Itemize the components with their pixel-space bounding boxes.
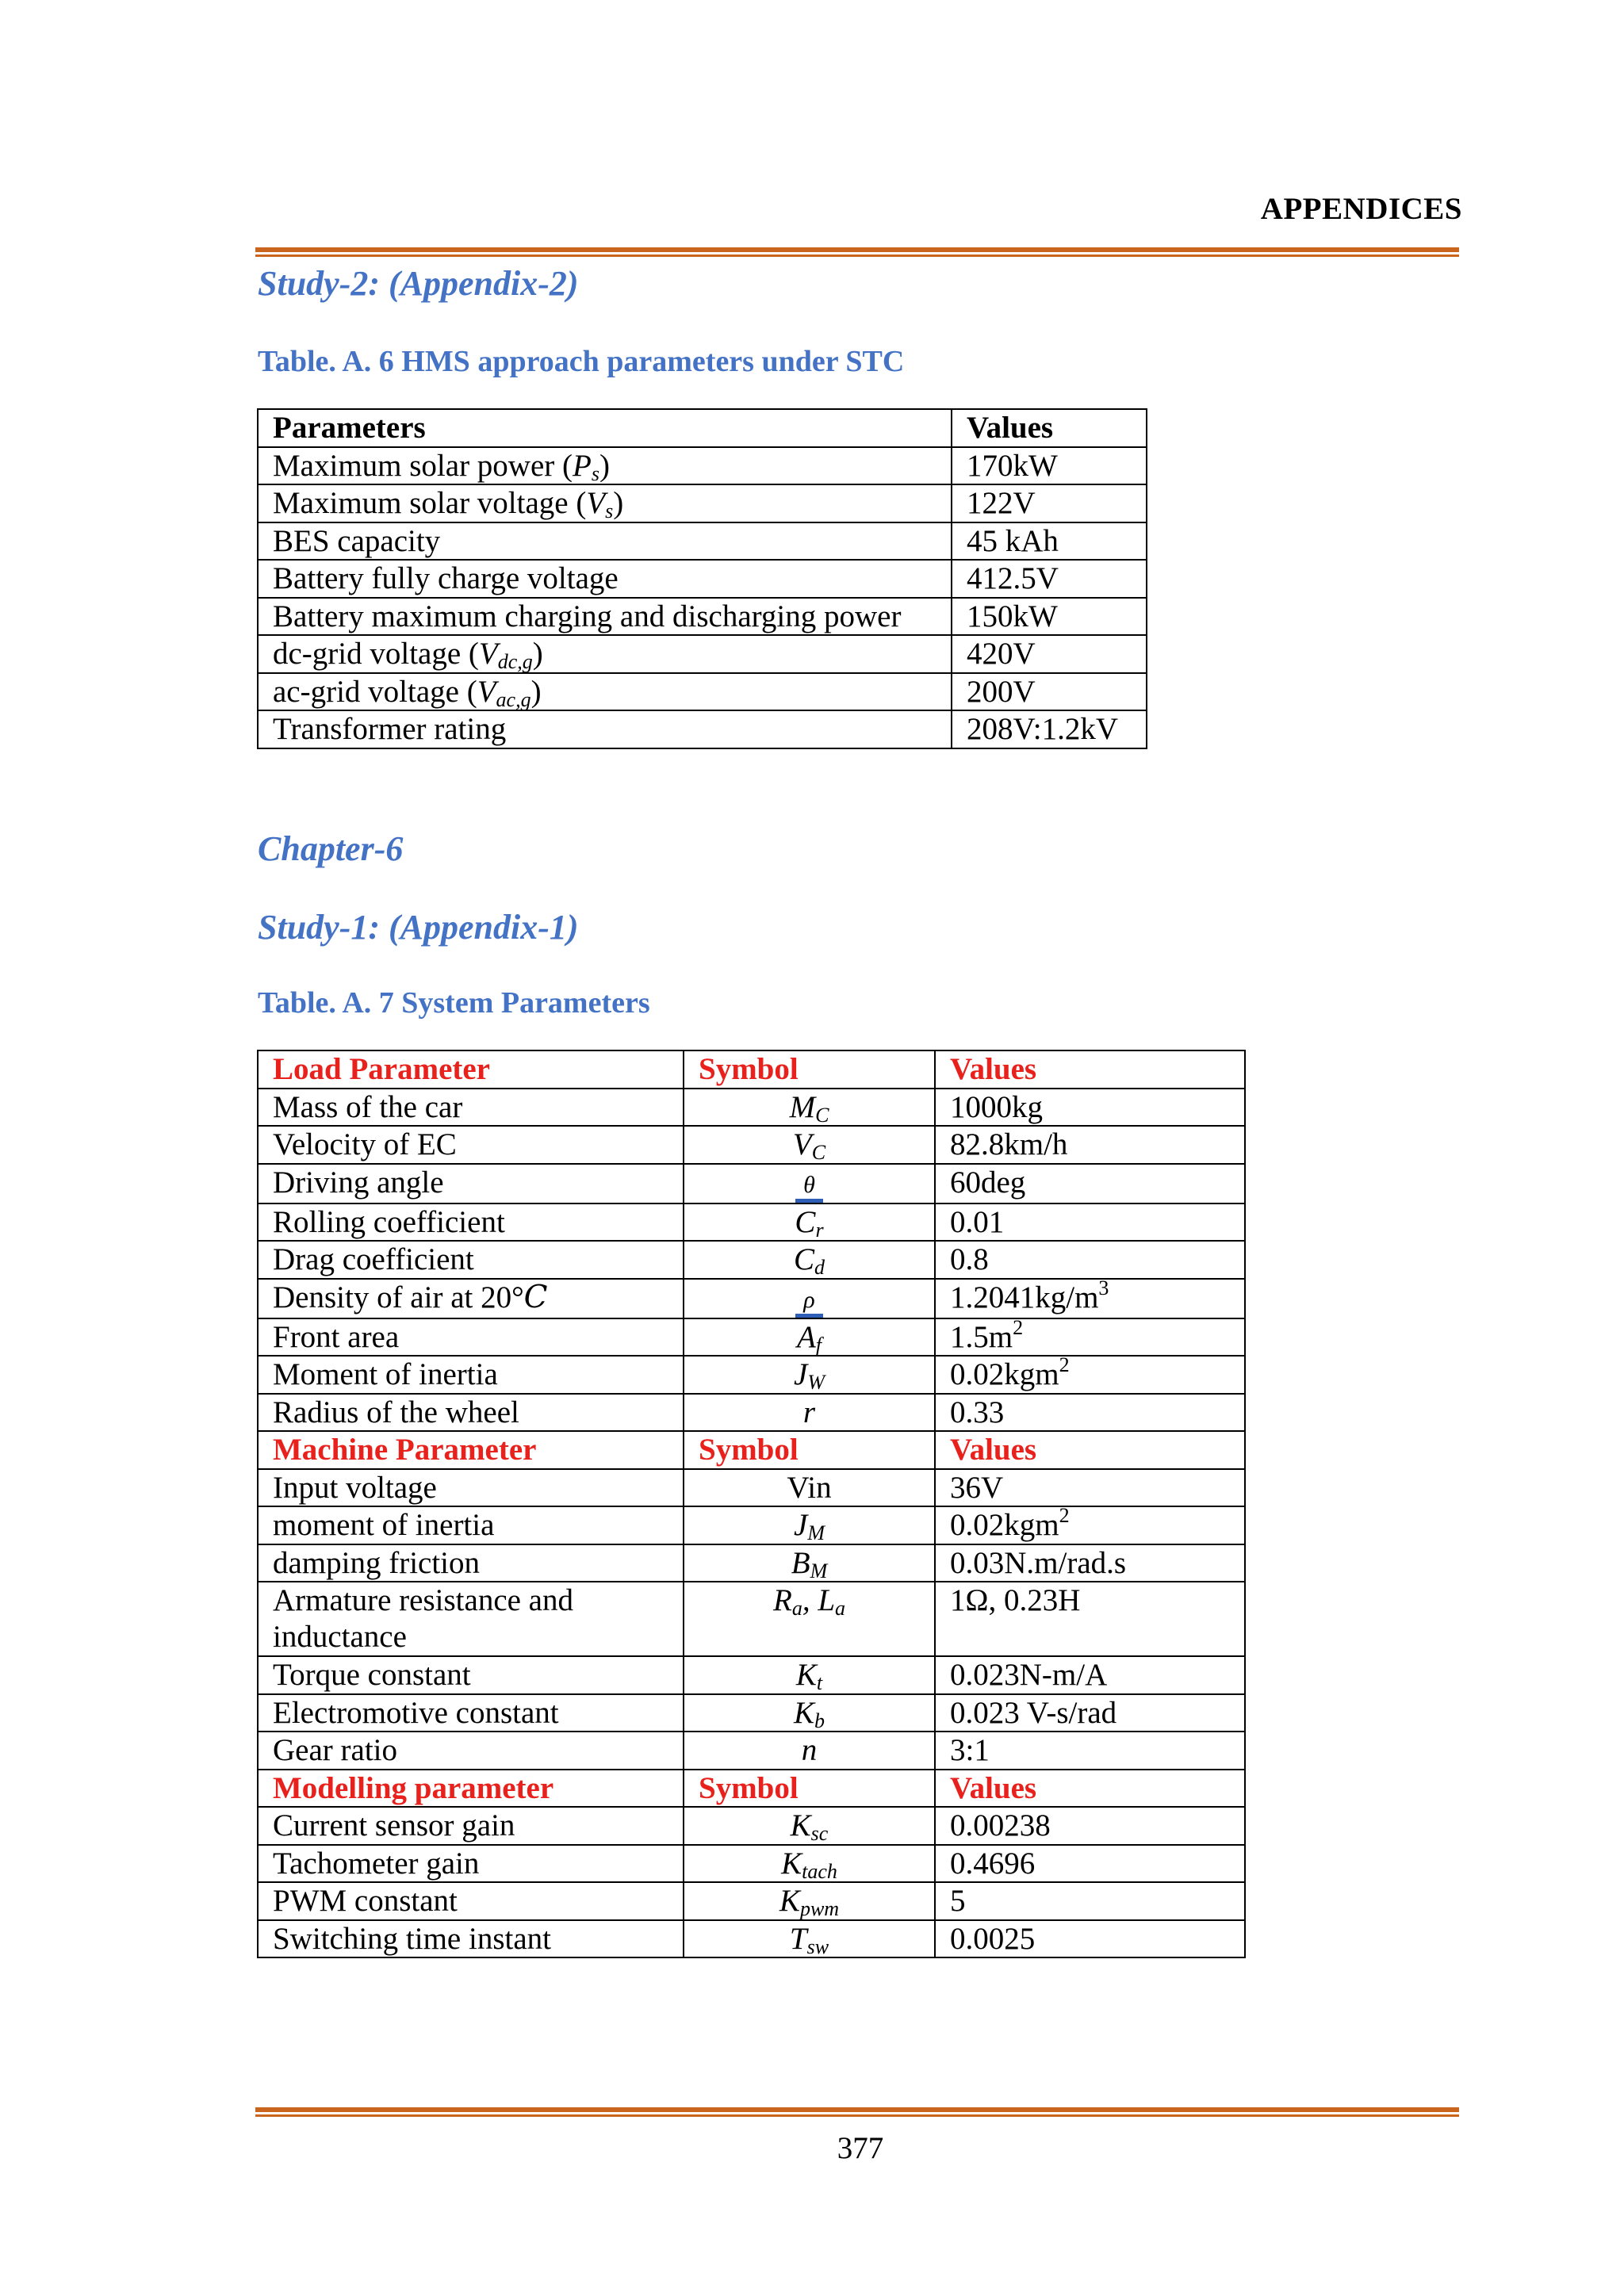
section-title: Load Parameter [258, 1050, 684, 1089]
footer-rule [255, 2107, 1459, 2117]
param-value: 82.8km/h [935, 1126, 1245, 1164]
param-symbol [684, 1279, 935, 1318]
param-symbol: $C_r$ [684, 1203, 935, 1242]
param-value: 0.023 V-s/rad [935, 1694, 1245, 1732]
table-row [258, 1089, 1245, 1127]
param-value: 36V [935, 1469, 1245, 1507]
param-symbol: $K_b$ [684, 1694, 935, 1732]
param-symbol: $A_f$ [684, 1318, 935, 1357]
param-value: 0.00238 [935, 1807, 1245, 1845]
table-row [258, 1241, 1245, 1279]
param-name: Rolling coefficient [258, 1203, 684, 1242]
param-close: ) [530, 674, 542, 709]
table-row [258, 1318, 1245, 1357]
param-symbol: V [478, 637, 498, 671]
param-value: 122V [952, 484, 1147, 522]
param-subscript: ac,g [496, 687, 531, 711]
param-name: Velocity of EC [258, 1126, 684, 1164]
study1-heading: Study-1: (Appendix-1) [258, 908, 579, 947]
header-rule [255, 247, 1459, 257]
param-value: 0.33 [935, 1394, 1245, 1432]
param-label: dc-grid voltage ( [273, 637, 479, 671]
table7-caption: Table. A. 7 System Parameters [258, 986, 650, 1020]
param-symbol: $V_C$ [684, 1126, 935, 1164]
param-value: 208V:1.2kV [952, 710, 1147, 748]
param-symbol: $K_t$ [684, 1656, 935, 1694]
param-name: damping friction [258, 1544, 684, 1582]
param-subscript: s [605, 499, 614, 522]
param-label: Battery maximum charging and discharging power [258, 598, 952, 636]
table-row [258, 1279, 1245, 1318]
table-row [258, 1845, 1245, 1883]
table-row [258, 1544, 1245, 1582]
param-subscript: s [591, 461, 599, 485]
table-row [258, 1882, 1245, 1920]
param-name: Driving angle [258, 1164, 684, 1203]
table-row [258, 1656, 1245, 1694]
param-symbol: r [684, 1394, 935, 1432]
param-symbol: $J_M$ [684, 1506, 935, 1544]
values-header: Values [935, 1050, 1245, 1089]
param-name: Drag coefficient [258, 1241, 684, 1279]
param-name: Gear ratio [258, 1732, 684, 1770]
table-row [258, 1126, 1245, 1164]
param-name: Radius of the wheel [258, 1394, 684, 1432]
param-value: $1.5m^2$ [935, 1318, 1245, 1357]
section-header-row [258, 1050, 1245, 1089]
param-value: 1Ω, 0.23H [935, 1582, 1245, 1656]
table-row [258, 673, 1147, 711]
param-name: Density of air at 20°𝐶 [258, 1279, 684, 1318]
table-row [258, 1732, 1245, 1770]
table-row [258, 1694, 1245, 1732]
param-value: 0.02kgm$^2$ [935, 1506, 1245, 1544]
param-value: 150kW [952, 598, 1147, 636]
param-label: ac-grid voltage ( [273, 674, 477, 709]
param-value: 0.01 [935, 1203, 1245, 1242]
param-value: 1000kg [935, 1089, 1245, 1127]
param-symbol: $B_M$ [684, 1544, 935, 1582]
table-row [258, 1582, 1245, 1656]
param-value: 0.03N.m/rad.s [935, 1544, 1245, 1582]
table-header-row [258, 409, 1147, 447]
table-row [258, 484, 1147, 522]
param-label: BES capacity [258, 522, 952, 561]
param-name: Input voltage [258, 1469, 684, 1507]
param-symbol: $T_{sw}$ [684, 1920, 935, 1958]
param-name: Moment of inertia [258, 1356, 684, 1394]
section-title: Modelling parameter [258, 1770, 684, 1808]
table6-caption: Table. A. 6 HMS approach parameters under STC [258, 345, 905, 378]
table-row [258, 522, 1147, 561]
table-row [258, 1164, 1245, 1203]
symbol-header: Symbol [684, 1431, 935, 1469]
param-symbol: $M_C$ [684, 1089, 935, 1127]
table-a7 [257, 1050, 1246, 1958]
param-symbol: $J_W$ [684, 1356, 935, 1394]
param-symbol: n [684, 1732, 935, 1770]
param-value: 0.4696 [935, 1845, 1245, 1883]
param-symbol: V [586, 486, 606, 520]
table-row [258, 598, 1147, 636]
param-value: 0.0025 [935, 1920, 1245, 1958]
symbol-header: Symbol [684, 1050, 935, 1089]
param-value: 420V [952, 635, 1147, 673]
param-value: $1.2041kg/m^3$ [935, 1279, 1245, 1318]
param-value: 5 [935, 1882, 1245, 1920]
header-parameters: Parameters [258, 409, 952, 447]
table-row [258, 1506, 1245, 1544]
param-label: Battery fully charge voltage [258, 560, 952, 598]
param-label: Maximum solar power ( [273, 448, 573, 483]
study2-heading: Study-2: (Appendix-2) [258, 264, 579, 303]
param-name: Tachometer gain [258, 1845, 684, 1883]
param-value: 170kW [952, 447, 1147, 485]
param-value: 45 kAh [952, 522, 1147, 561]
param-name: moment of inertia [258, 1506, 684, 1544]
table-row [258, 1394, 1245, 1432]
param-subscript: dc,g [497, 650, 533, 673]
param-close: ) [613, 486, 624, 520]
param-value: 60deg [935, 1164, 1245, 1203]
param-symbol: $C_d$ [684, 1241, 935, 1279]
chapter-heading: Chapter-6 [258, 829, 404, 868]
param-value: 412.5V [952, 560, 1147, 598]
param-close: ) [532, 637, 543, 671]
table-row [258, 1469, 1245, 1507]
param-name: Front area [258, 1318, 684, 1357]
param-symbol: Vin [684, 1469, 935, 1507]
table-row [258, 710, 1147, 748]
param-symbol: $K_{pwm}$ [684, 1882, 935, 1920]
table-row [258, 447, 1147, 485]
values-header: Values [935, 1431, 1245, 1469]
section-header-row [258, 1431, 1245, 1469]
param-label: Transformer rating [258, 710, 952, 748]
param-symbol: P [573, 448, 592, 483]
param-name: Electromotive constant [258, 1694, 684, 1732]
param-label: Maximum solar voltage ( [273, 486, 587, 520]
param-name: Mass of the car [258, 1089, 684, 1127]
param-value: 0.023N-m/A [935, 1656, 1245, 1694]
symbol-header: Symbol [684, 1770, 935, 1808]
theta-symbol: θ [795, 1172, 823, 1203]
param-value: 0.8 [935, 1241, 1245, 1279]
rho-symbol: ρ [795, 1287, 822, 1318]
param-name: Switching time instant [258, 1920, 684, 1958]
table-row [258, 1203, 1245, 1242]
section-header-row [258, 1770, 1245, 1808]
table-row [258, 1807, 1245, 1845]
values-header: Values [935, 1770, 1245, 1808]
table-a6 [257, 408, 1147, 749]
header-values: Values [952, 409, 1147, 447]
table-row [258, 1920, 1245, 1958]
table-row [258, 1356, 1245, 1394]
page-number: 377 [837, 2131, 884, 2165]
param-symbol: $K_{tach}$ [684, 1845, 935, 1883]
section-title: Machine Parameter [258, 1431, 684, 1469]
param-name: Current sensor gain [258, 1807, 684, 1845]
param-value: 200V [952, 673, 1147, 711]
param-symbol [684, 1164, 935, 1203]
table-row [258, 560, 1147, 598]
running-head-title: APPENDICES [1260, 192, 1462, 226]
param-symbol: $K_{sc}$ [684, 1807, 935, 1845]
param-name: PWM constant [258, 1882, 684, 1920]
param-symbol: $R_a$, $L_a$ [684, 1582, 935, 1656]
param-symbol: V [477, 674, 496, 709]
param-name: Torque constant [258, 1656, 684, 1694]
param-value: 3:1 [935, 1732, 1245, 1770]
param-value: 0.02kgm$^2$ [935, 1356, 1245, 1394]
param-name: Armature resistance and inductance [258, 1582, 684, 1656]
param-close: ) [599, 448, 610, 483]
table-row [258, 635, 1147, 673]
